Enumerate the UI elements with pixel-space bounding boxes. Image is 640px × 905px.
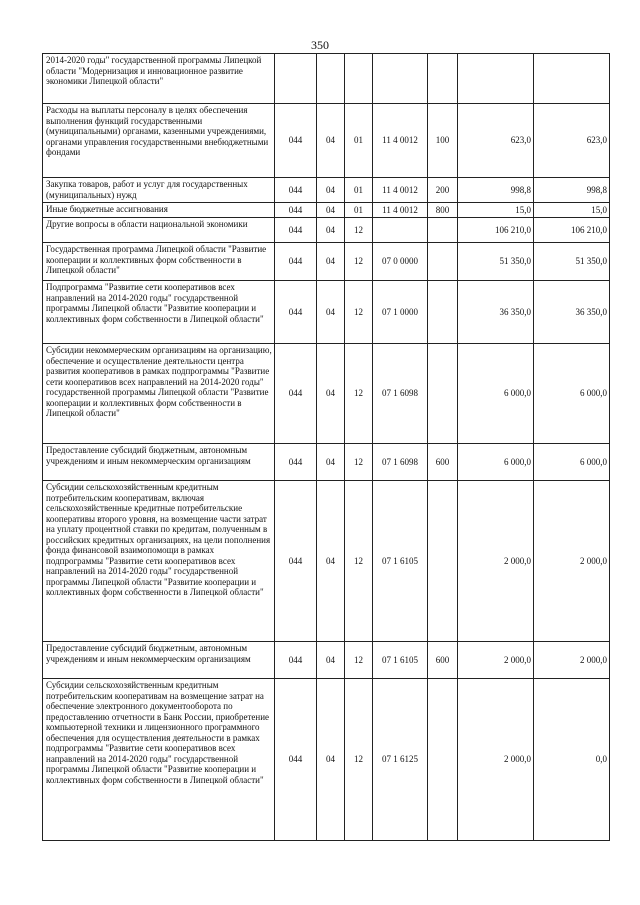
subsection-code: 12 [345,642,373,679]
table-row [43,104,610,178]
expense-type-code [428,281,458,344]
sum-first: 2 000,0 [458,481,534,642]
table-row [43,344,610,444]
subsection-code: 12 [345,281,373,344]
sum-first: 623,0 [458,104,534,178]
sum-first: 6 000,0 [458,344,534,444]
admin-code: 044 [275,344,317,444]
admin-code: 044 [275,679,317,841]
admin-code: 044 [275,203,317,218]
table-row [43,203,610,218]
sum-second: 106 210,0 [534,218,610,243]
section-code: 04 [317,243,345,281]
row-name: Субсидии некоммерческим организациям на организацию, обеспечение и осуществление деятельности центра развития кооперативов в рамках подпрограммы "Развитие сети кооперативов всех направлений на 2014-2020 годы" государственной программы Липецкой области "Развитие кооперации и коллективных форм собственности в Липецкой области" [43,344,275,444]
target-code: 11 4 0012 [373,178,428,203]
sum-second: 623,0 [534,104,610,178]
sum-second: 6 000,0 [534,444,610,481]
subsection-code: 01 [345,203,373,218]
target-code: 07 1 6098 [373,444,428,481]
admin-code: 044 [275,218,317,243]
target-code: 07 0 0000 [373,243,428,281]
section-code: 04 [317,281,345,344]
subsection-code: 12 [345,679,373,841]
subsection-code: 01 [345,104,373,178]
expense-type-code: 100 [428,104,458,178]
section-code [317,54,345,104]
sum-first: 2 000,0 [458,679,534,841]
expense-type-code: 800 [428,203,458,218]
subsection-code [345,54,373,104]
row-name: Иные бюджетные ассигнования [43,203,275,218]
target-code [373,218,428,243]
row-name: Государственная программа Липецкой области "Развитие кооперации и коллективных форм собственности в Липецкой области" [43,243,275,281]
expense-type-code: 600 [428,642,458,679]
sum-first: 15,0 [458,203,534,218]
target-code: 07 1 6105 [373,481,428,642]
section-code: 04 [317,344,345,444]
admin-code: 044 [275,281,317,344]
row-name: Подпрограмма "Развитие сети кооперативов всех направлений на 2014-2020 годы" государственной программы Липецкой области "Развитие кооперации и коллективных форм собственности в Липецкой области" [43,281,275,344]
target-code: 07 1 6098 [373,344,428,444]
subsection-code: 12 [345,444,373,481]
section-code: 04 [317,444,345,481]
budget-table [42,53,610,841]
section-code: 04 [317,481,345,642]
section-code: 04 [317,642,345,679]
table-row [43,281,610,344]
expense-type-code [428,218,458,243]
sum-first: 998,8 [458,178,534,203]
table-row [43,178,610,203]
row-name: 2014-2020 годы" государственной программы Липецкой области "Модернизация и инновационное развитие экономики Липецкой области" [43,54,275,104]
admin-code: 044 [275,481,317,642]
subsection-code: 12 [345,344,373,444]
section-code: 04 [317,178,345,203]
table-row [43,218,610,243]
row-name: Предоставление субсидий бюджетным, автономным учреждениям и иным некоммерческим организациям [43,444,275,481]
target-code: 11 4 0012 [373,104,428,178]
sum-second: 6 000,0 [534,344,610,444]
sum-second: 998,8 [534,178,610,203]
sum-second: 0,0 [534,679,610,841]
table-row [43,679,610,841]
subsection-code: 12 [345,481,373,642]
row-name: Субсидии сельскохозяйственным кредитным потребительским кооперативам, включая сельскохозяйственные кредитные потребительские кооперативы второго уровня, на возмещение части затрат на уплату процентной ставки по кредитам, полученным в российских кредитных организациях, на цели пополнения фонда финансовой взаимопомощи в рамках подпрограммы "Развитие сети кооперативов всех направлений на 2014-2020 годы" государственной программы Липецкой области "Развитие кооперации и коллективных форм собственности в Липецкой области" [43,481,275,642]
table-row [43,642,610,679]
admin-code: 044 [275,243,317,281]
row-name: Другие вопросы в области национальной экономики [43,218,275,243]
section-code: 04 [317,203,345,218]
subsection-code: 12 [345,243,373,281]
expense-type-code [428,243,458,281]
table-row [43,444,610,481]
target-code: 07 1 6125 [373,679,428,841]
row-name: Расходы на выплаты персоналу в целях обеспечения выполнения функций государственными (муниципальными) органами, казенными учреждениями, органами управления государственными внебюджетными фондами [43,104,275,178]
sum-first: 2 000,0 [458,642,534,679]
admin-code: 044 [275,642,317,679]
subsection-code: 01 [345,178,373,203]
admin-code: 044 [275,444,317,481]
sum-first [458,54,534,104]
expense-type-code: 200 [428,178,458,203]
expense-type-code [428,54,458,104]
sum-second: 36 350,0 [534,281,610,344]
sum-first: 106 210,0 [458,218,534,243]
expense-type-code [428,344,458,444]
table-row [43,243,610,281]
target-code [373,54,428,104]
expense-type-code: 600 [428,444,458,481]
expense-type-code [428,481,458,642]
section-code: 04 [317,679,345,841]
table-row [43,481,610,642]
table-row [43,54,610,104]
section-code: 04 [317,104,345,178]
row-name: Субсидии сельскохозяйственным кредитным потребительским кооперативам на возмещение затрат на обеспечение электронного документооборота по предоставлению отчетности в Банк России, приобретение компьютерной техники и лицензионного программного обеспечения для осуществления деятельности в рамках подпрограммы "Развитие сети кооперативов всех направлений на 2014-2020 годы" государственной программы Липецкой области "Развитие кооперации и коллективных форм собственности в Липецкой области" [43,679,275,841]
admin-code [275,54,317,104]
section-code: 04 [317,218,345,243]
sum-second: 2 000,0 [534,481,610,642]
target-code: 07 1 0000 [373,281,428,344]
expense-type-code [428,679,458,841]
sum-second: 15,0 [534,203,610,218]
sum-second [534,54,610,104]
target-code: 07 1 6105 [373,642,428,679]
sum-second: 51 350,0 [534,243,610,281]
subsection-code: 12 [345,218,373,243]
page-number: 350 [311,38,329,52]
row-name: Предоставление субсидий бюджетным, автономным учреждениям и иным некоммерческим организациям [43,642,275,679]
target-code: 11 4 0012 [373,203,428,218]
row-name: Закупка товаров, работ и услуг для государственных (муниципальных) нужд [43,178,275,203]
sum-first: 36 350,0 [458,281,534,344]
sum-second: 2 000,0 [534,642,610,679]
admin-code: 044 [275,178,317,203]
sum-first: 6 000,0 [458,444,534,481]
sum-first: 51 350,0 [458,243,534,281]
admin-code: 044 [275,104,317,178]
